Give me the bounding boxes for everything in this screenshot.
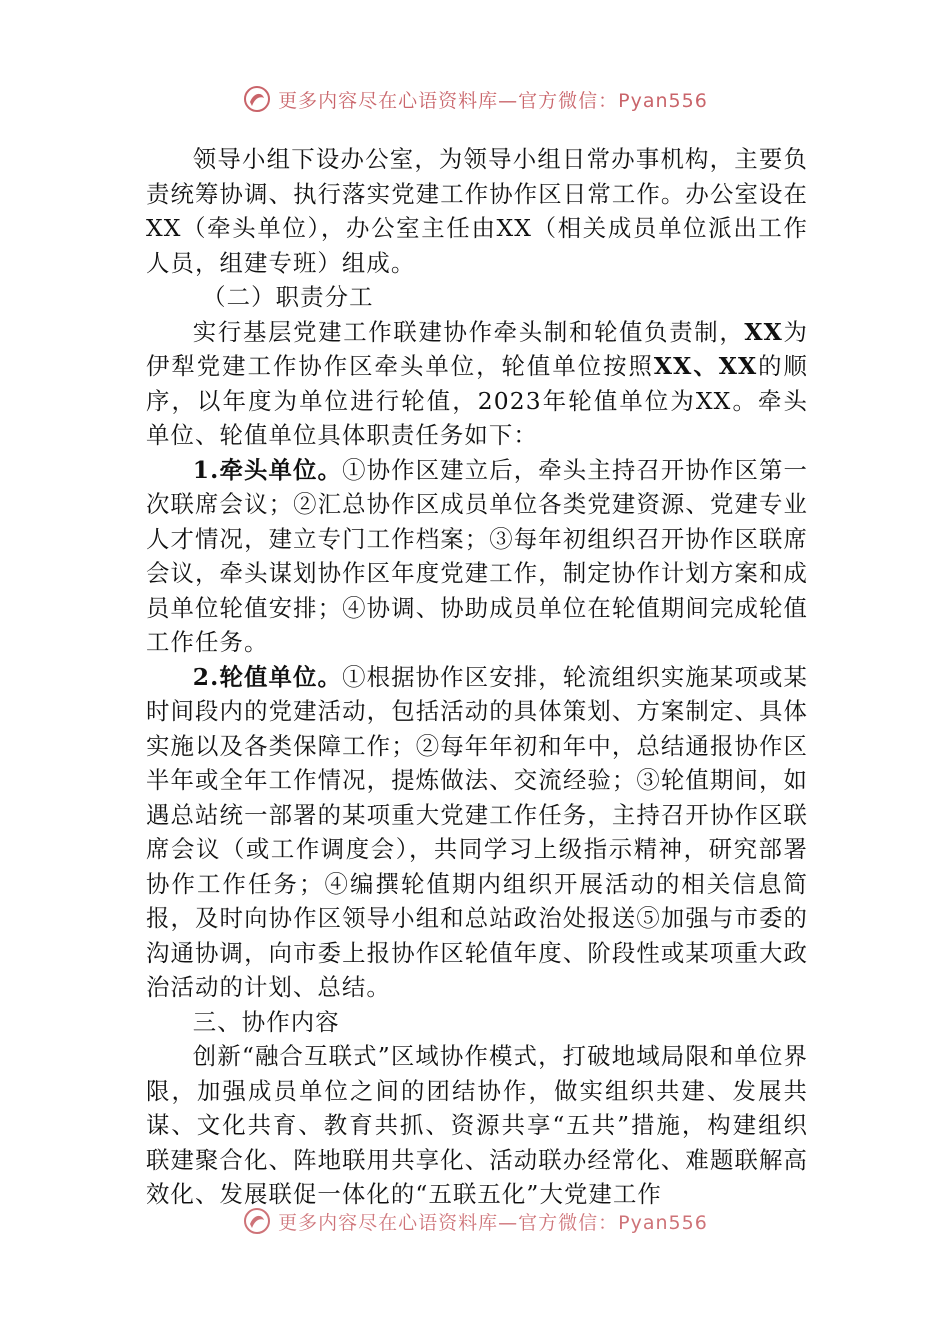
item-title-lead-unit: 1.牵头单位。 [192,455,343,484]
paragraph-cooperation-content: 创新“融合互联式”区域协作模式，打破地域局限和单位界限，加强成员单位之间的团结协作，做实组织共建、发展共谋、文化共育、教育共抓、资源共享“五共”措施，构建组织联建聚合化、阵地联用共享化、活动联办经常化、难题联解高效化、发展联促一体化的“五联五化”大党建工作 [146,1042,808,1208]
paragraph-office: 领导小组下设办公室，为领导小组日常办事机构，主要负责统筹协调、执行落实党建工作协作区日常工作。办公室设在XX（牵头单位），办公室主任由XX（相关成员单位派出工作人员，组建专班）组成。 [146,145,808,277]
item-body-lead-unit: ①协作区建立后，牵头主持召开协作区第一次联席会议；②汇总协作区成员单位各类党建资源、党建专业人才情况，建立专门工作档案；③每年初组织召开协作区联席会议，牵头谋划协作区年度党建工作，制定协作计划方案和成员单位轮值安排；④协调、协助成员单位在轮值期间完成轮值工作任务。 [146,455,808,656]
item-title-rotating-unit: 2.轮值单位。 [192,662,343,691]
item-body-rotating-unit: ①根据协作区安排，轮流组织实施某项或某时间段内的党建活动，包括活动的具体策划、方案制定、具体实施以及各类保障工作；②每年年初和年中，总结通报协作区半年或全年工作情况，提炼做法、交流经验；③轮值期间，如遇总站统一部署的某项重大党建工作任务，主持召开协作区联席会议（或工作调度会），共同学习上级指示精神，研究部署协作工作任务；④编撰轮值期内组织开展活动的相关信息简报，及时向协作区领导小组和总站政治处报送⑤加强与市委的沟通协调，向市委上报协作区轮值年度、阶段性或某项重大政治活动的计划、总结。 [146,662,808,1001]
text-segment: 实行基层党建工作联建协作牵头制和轮值负责制， [192,317,745,346]
text-segment: 为伊犁党建工作协作区牵头单位，轮值单位按照 [146,317,808,380]
watermark-header [0,84,950,114]
document-body [146,142,808,1212]
paragraph-responsibility-system [146,315,808,453]
paragraph-rotating-unit [146,660,808,1005]
text-segment: 的顺序，以年度为单位进行轮值，2023年轮值单位为XX。牵头单位、轮值单位具体职责任务如下： [146,352,809,449]
paragraph-lead-unit [146,453,808,660]
bold-segment: XX、XX [653,352,758,380]
section-heading-cooperation: 三、协作内容 [192,1007,340,1036]
watermark-text: 更多内容尽在心语资料库—官方微信：Pyan556 [278,1211,708,1234]
watermark-logo-icon [242,84,272,114]
bold-segment: XX [744,317,783,346]
watermark-footer [0,1206,950,1236]
section-heading-duties: （二）职责分工 [202,283,374,311]
watermark-text: 更多内容尽在心语资料库—官方微信：Pyan556 [278,89,708,112]
watermark-logo-icon [242,1206,272,1236]
